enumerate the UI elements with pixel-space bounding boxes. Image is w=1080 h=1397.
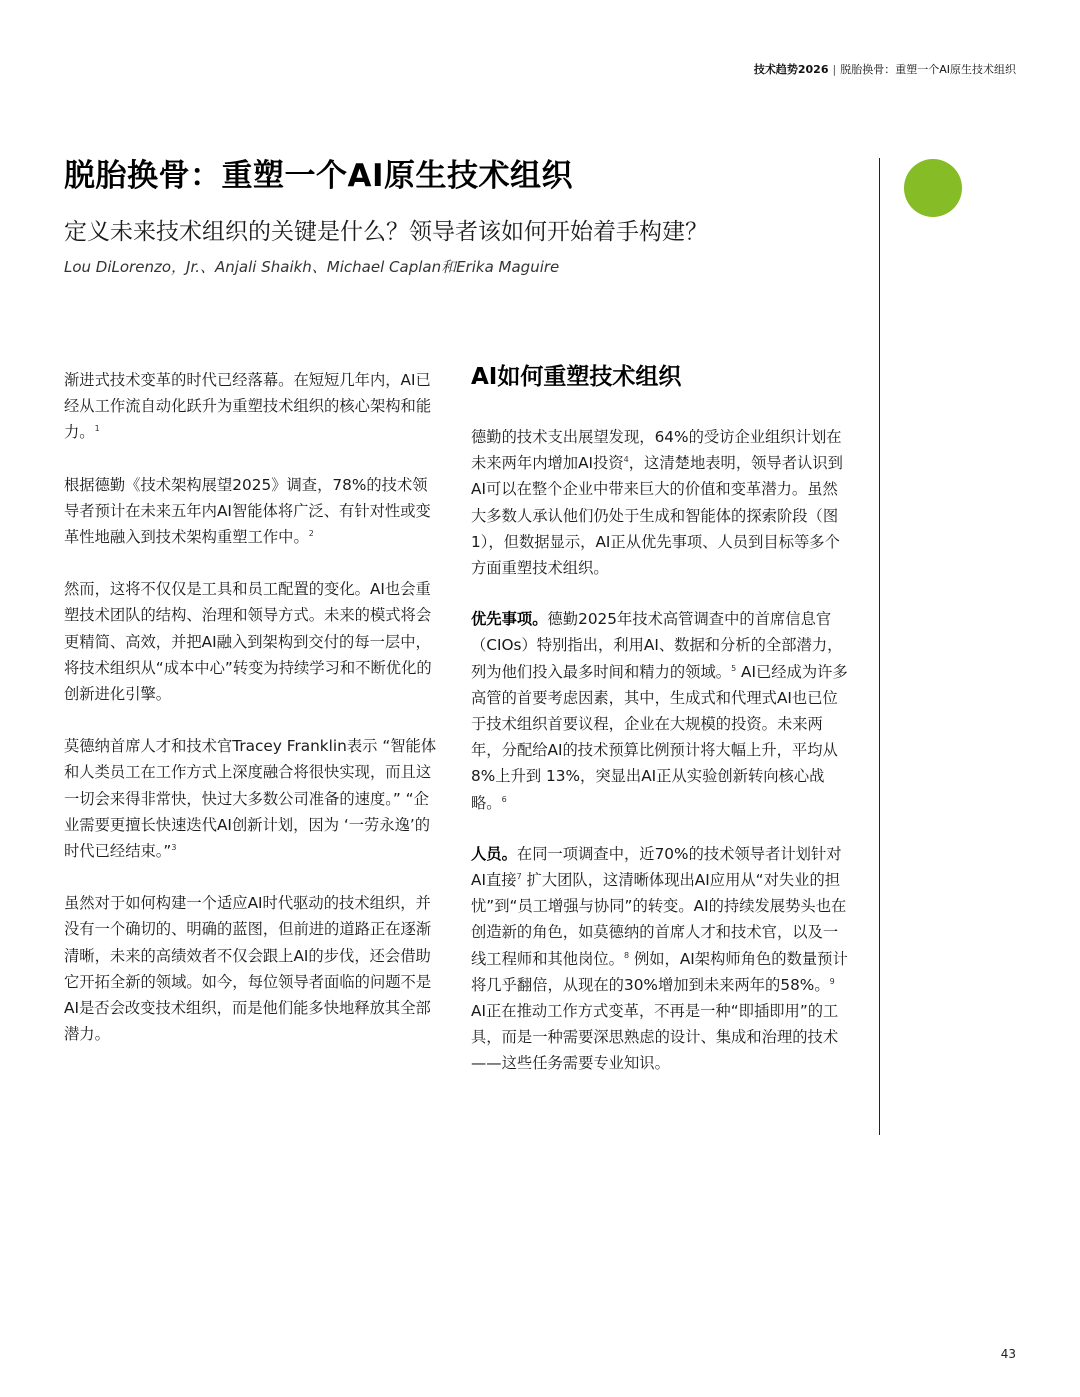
footnote-ref: 6 xyxy=(501,794,507,804)
running-header xyxy=(754,61,1016,77)
section-heading: AI如何重塑技术组织 xyxy=(471,364,682,390)
footnote-ref: 3 xyxy=(171,842,177,852)
vertical-divider xyxy=(879,158,880,1135)
page-subtitle: 定义未来技术组织的关键是什么？领导者该如何开始着手构建？ xyxy=(64,219,708,245)
paragraph: 根据德勤《技术架构展望2025》调查，78%的技术领导者预计在未来五年内AI智能体将广泛、有针对性或变革性地融入到技术架构重塑工作中。$^2$ xyxy=(64,475,431,547)
right-column xyxy=(471,360,853,1102)
report-name: 技术趋势2026 xyxy=(753,63,829,76)
paragraph-priorities: 优先事项。德勤2025年技术高管调查中的首席信息官（CIOs）特别指出，利用AI、数据和分析的全部潜力，列为他们投入最多时间和精力的领域。$^5$ AI已经成为许多高管的首要考虑因素，其中，生成式和代理式AI也已位于技术组织首要议程，企业在大规模的投资。未来两年，分配给AI的技术预算比例预计将大幅上升，平均从8%上升到 13%，突显出AI正从实验创新转向核心战略。$^6$ xyxy=(471,610,848,812)
paragraph: 然而，这将不仅仅是工具和员工配置的变化。AI也会重塑技术团队的结构、治理和领导方式。未来的模式将会更精简、高效，并把AI融入到架构到交付的每一层中，将技术组织从“成本中心”转变为持续学习和不断优化的创新进化引擎。 xyxy=(64,580,432,704)
footnote-ref: 4 xyxy=(623,455,629,465)
chapter-name: 脱胎换骨：重塑一个AI原生技术组织 xyxy=(840,63,1016,76)
paragraph: 莫德纳首席人才和技术官Tracey Franklin表示 “智能体和人类员工在工作方式上深度融合将很快实现，而且这一切会来得非常快，快过大多数公司准备的速度。” “企业需要更擅长快速迭代AI创新计划，因为 ‘一劳永逸’的时代已经结束。”$^3$ xyxy=(64,737,437,861)
authors-line: Lou DiLorenzo，Jr.、Anjali Shaikh、Michael Caplan和Erika Maguire xyxy=(64,258,560,276)
footnote-ref: 8 xyxy=(623,950,630,960)
lead-in: 人员。 xyxy=(471,844,517,863)
left-column xyxy=(64,367,440,1073)
footnote-ref: 2 xyxy=(308,528,314,538)
lead-in: 优先事项。 xyxy=(471,610,548,629)
footnote-ref: 7 xyxy=(516,871,522,881)
paragraph: 德勤的技术支出展望发现，64%的受访企业组织计划在未来两年内增加AI投资$^4$，这清楚地表明，领导者认识到AI可以在整个企业中带来巨大的价值和变革潜力。虽然大多数人承认他们仍处于生成和智能体的探索阶段（图1），但数据显示，AI正从优先事项、人员到目标等多个方面重塑技术组织。 xyxy=(471,428,843,578)
paragraph: 渐进式技术变革的时代已经落幕。在短短几年内，AI已经从工作流自动化跃升为重塑技术组织的核心架构和能力。$^1$ xyxy=(64,371,432,442)
header-separator: | xyxy=(832,63,837,76)
page-number: 43 xyxy=(1000,1347,1016,1361)
green-dot-icon xyxy=(904,159,962,217)
paragraph: 虽然对于如何构建一个适应AI时代驱动的技术组织，并没有一个确切的、明确的蓝图，但前进的道路正在逐渐清晰，未来的高绩效者不仅会跟上AI的步伐，还会借助它开拓全新的领域。如今，每位领导者面临的问题不是AI是否会改变技术组织，而是他们能多快地释放其全部潜力。 xyxy=(64,894,432,1044)
footnote-ref: 1 xyxy=(94,424,100,434)
page-title: 脱胎换骨：重塑一个AI原生技术组织 xyxy=(64,158,574,194)
footnote-ref: 5 xyxy=(731,663,737,673)
paragraph-people: 人员。在同一项调查中，近70%的技术领导者计划针对AI直接$^7$ 扩大团队，这清晰体现出AI应用从“对失业的担忧”到“员工增强与协同”的转变。AI的持续发展势头也在创造新的角色，如莫德纳的首席人才和技术官，以及一线工程师和其他岗位。$^8$ 例如，AI架构师角色的数量预计将几乎翻倍，从现在的30%增加到未来两年的58%。$^9$ AI正在推动工作方式变革，不再是一种“即插即用”的工具，而是一种需要深思熟虑的设计、集成和治理的技术——这些任务需要专业知识。 xyxy=(471,844,848,1073)
footnote-ref: 9 xyxy=(829,976,835,986)
